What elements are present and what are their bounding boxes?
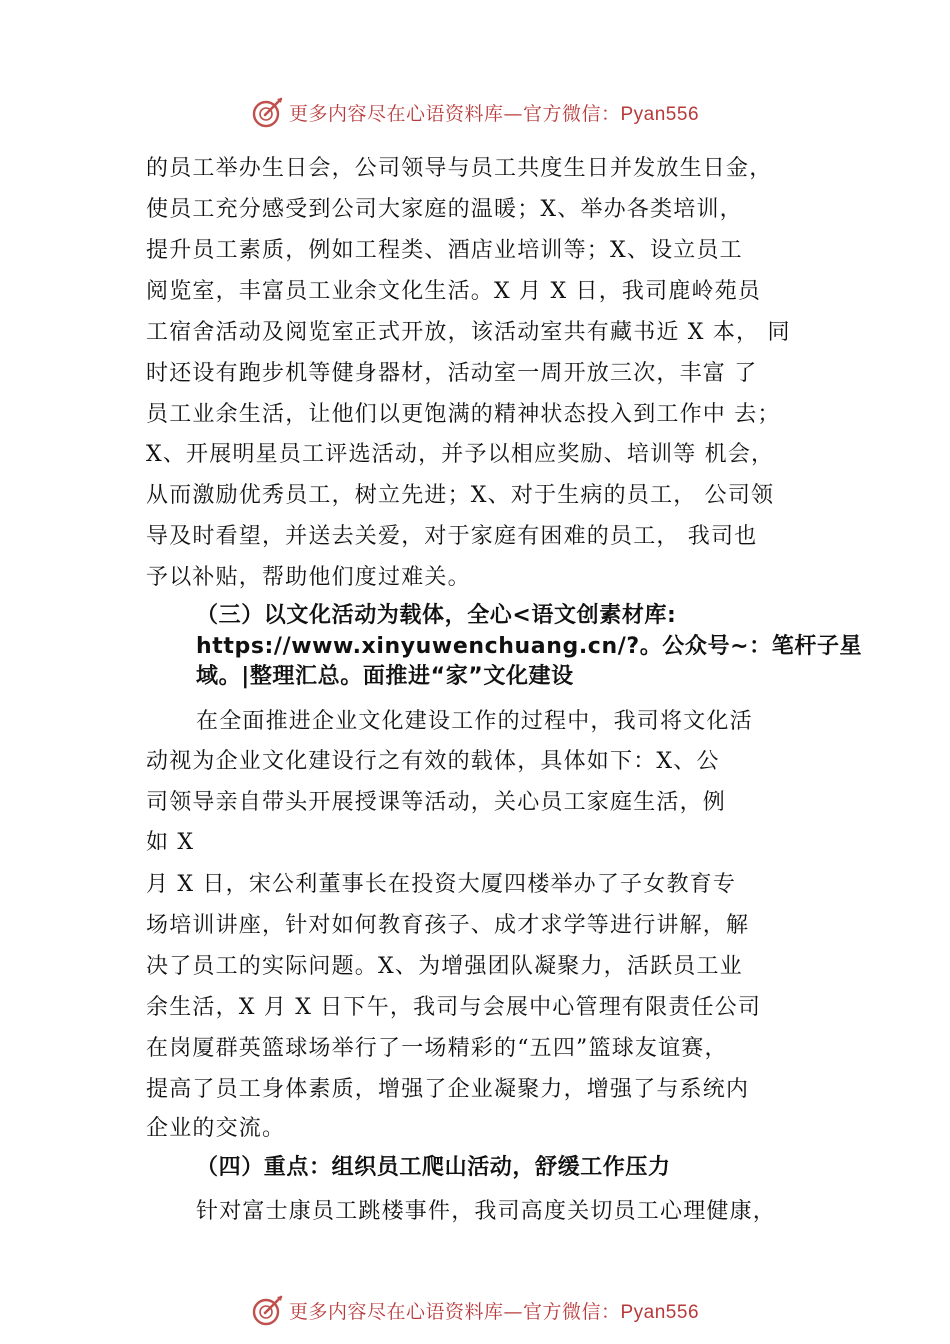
text-line: 余生活，X 月 X 日下午，我司与会展中心管理有限责任公司 (146, 995, 762, 1020)
text-line: 动视为企业文化建设行之有效的载体，具体如下：X、公 (146, 749, 720, 774)
watermark-dash: — (503, 1300, 523, 1323)
text-line: 时还设有跑步机等健身器材，活动室一周开放三次，丰富 了 (146, 361, 758, 386)
text-line: 域。|整理汇总。面推进“家”文化建设 (196, 664, 574, 689)
text-line: X、开展明星员工评选活动，并予以相应奖励、培训等 机会， (146, 442, 775, 467)
watermark-wechat-id: Pyan556 (620, 103, 700, 125)
text-line: 工宿舍活动及阅览室正式开放，该活动室共有藏书近 X 本， 同 (146, 320, 791, 345)
text-line: 企业的交流。 (146, 1116, 286, 1141)
text-line: （三）以文化活动为载体，全心<语文创素材库: (196, 603, 677, 628)
watermark-brand: 更多内容尽在心语资料库 (288, 1300, 504, 1323)
watermark-wechat-id: Pyan556 (620, 1301, 700, 1323)
watermark-text (289, 1297, 699, 1324)
watermark-banner-bottom (0, 1290, 950, 1330)
paragraph-last-line: 针对富士康员工跳楼事件，我司高度关切员工心理健康， (196, 1199, 777, 1224)
text-line: 阅览室，丰富员工业余文化生活。X 月 X 日，我司鹿岭苑员 (146, 279, 762, 304)
heading-section-4: （四）重点：组织员工爬山活动，舒缓工作压力 (196, 1155, 671, 1180)
text-line: 的员工举办生日会，公司领导与员工共度生日并发放生日金， (146, 156, 773, 181)
logo-icon (251, 95, 285, 129)
text-line: 在全面推进企业文化建设工作的过程中，我司将文化活 (196, 709, 753, 734)
text-line: 提高了员工身体素质，增强了企业凝聚力，增强了与系统内 (146, 1077, 750, 1102)
text-line: 决了员工的实际问题。X、为增强团队凝聚力，活跃员工业 (146, 954, 743, 979)
text-line: 场培训讲座，针对如何教育孩子、成才求学等进行讲解，解 (146, 913, 750, 938)
text-line: 予以补贴，帮助他们度过难关。 (146, 565, 471, 590)
logo-icon (251, 1293, 285, 1327)
watermark-wechat-label: 官方微信： (522, 1300, 621, 1323)
watermark-wechat-label: 官方微信： (522, 102, 621, 125)
text-line: 导及时看望，并送去关爱，对于家庭有困难的员工， 我司也 (146, 524, 758, 549)
text-line: 使员工充分感受到公司大家庭的温暖；X、举办各类培训， (146, 197, 743, 222)
watermark-text (289, 99, 699, 126)
watermark-banner-top (0, 92, 950, 132)
text-line: 在岗厦群英篮球场举行了一场精彩的“五四”篮球友谊赛， (146, 1036, 728, 1061)
text-line: 月 X 日，宋公利董事长在投资大厦四楼举办了子女教育专 (146, 872, 737, 897)
watermark-brand: 更多内容尽在心语资料库 (288, 102, 504, 125)
text-line: https://www.xinyuwenchuang.cn/?。公众号~：笔杆子星 (196, 634, 863, 659)
watermark-dash: — (503, 102, 523, 125)
text-line: 司领导亲自带头开展授课等活动，关心员工家庭生活，例 (146, 790, 727, 815)
text-line: 如 X (146, 830, 195, 855)
text-line: 员工业余生活，让他们以更饱满的精神状态投入到工作中 去； (146, 402, 781, 427)
text-line: 从而激励优秀员工，树立先进；X、对于生病的员工， 公司领 (146, 483, 775, 508)
text-line: 提升员工素质，例如工程类、酒店业培训等；X、设立员工 (146, 238, 743, 263)
